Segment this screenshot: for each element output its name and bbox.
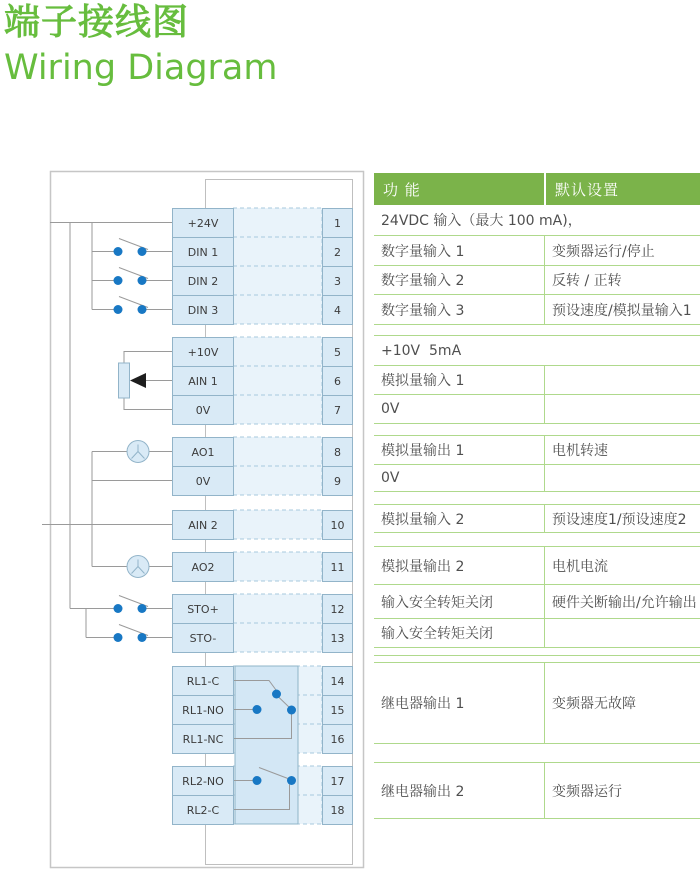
terminal-label: 0V bbox=[172, 466, 234, 496]
ao2-meter-icon bbox=[127, 556, 149, 578]
terminal-number: 12 bbox=[322, 594, 353, 624]
table-row bbox=[374, 763, 700, 819]
terminal-number: 9 bbox=[322, 466, 353, 496]
col-header-function: 功 能 bbox=[383, 180, 421, 199]
terminal-label: DIN 3 bbox=[172, 295, 234, 325]
potentiometer-icon bbox=[119, 363, 147, 398]
function-table bbox=[374, 173, 700, 819]
function-cell: 模拟量输出 2 bbox=[381, 558, 465, 575]
terminal-number: 4 bbox=[322, 295, 353, 325]
table-row bbox=[374, 465, 700, 492]
table-spacer-row bbox=[374, 744, 700, 763]
table-spacer-row bbox=[374, 325, 700, 336]
table-spacer-row bbox=[374, 648, 700, 656]
terminal-label: RL1-C bbox=[172, 666, 234, 696]
ao1-meter-icon bbox=[127, 441, 149, 463]
terminal-number: 5 bbox=[322, 337, 353, 367]
terminal-mid-cell bbox=[233, 337, 322, 366]
terminal-number: 8 bbox=[322, 437, 353, 467]
table-header-row bbox=[374, 173, 700, 205]
table-spacer-row bbox=[374, 656, 700, 663]
table-row bbox=[374, 619, 700, 648]
function-cell: 数字量输入 3 bbox=[381, 302, 465, 319]
terminal-number: 3 bbox=[322, 266, 353, 296]
default-setting-cell: 变频器无故障 bbox=[544, 663, 700, 743]
terminal-label: DIN 2 bbox=[172, 266, 234, 296]
function-cell: 模拟量输出 1 bbox=[381, 443, 465, 459]
default-setting-cell bbox=[544, 366, 700, 394]
function-cell: 继电器输出 2 bbox=[381, 783, 465, 800]
relay-box bbox=[235, 666, 298, 824]
function-cell: 数字量输入 1 bbox=[381, 243, 465, 260]
table-row bbox=[374, 205, 700, 236]
terminal-label: +10V bbox=[172, 337, 234, 367]
terminal-label: 0V bbox=[172, 395, 234, 425]
table-spacer-row bbox=[374, 424, 700, 436]
terminal-number: 6 bbox=[322, 366, 353, 396]
table-row bbox=[374, 366, 700, 395]
function-cell: 24VDC 输入（最大 100 mA)， bbox=[381, 213, 582, 229]
table-row bbox=[374, 436, 700, 465]
terminal-number: 17 bbox=[322, 766, 353, 796]
terminal-label: +24V bbox=[172, 208, 234, 238]
page-title-en: Wiring Diagram bbox=[4, 48, 278, 88]
table-spacer-row bbox=[374, 533, 700, 547]
table-row bbox=[374, 663, 700, 744]
terminal-number: 16 bbox=[322, 724, 353, 754]
table-row bbox=[374, 266, 700, 295]
wiper-arrow bbox=[130, 373, 146, 388]
terminal-label: AO1 bbox=[172, 437, 234, 467]
terminal-label: RL2-NO bbox=[172, 766, 234, 796]
table-row bbox=[374, 295, 700, 325]
terminal-number: 13 bbox=[322, 623, 353, 653]
table-spacer-row bbox=[374, 492, 700, 505]
terminal-mid-cell bbox=[233, 437, 322, 466]
terminal-number: 11 bbox=[322, 552, 353, 582]
terminal-mid-cell bbox=[233, 237, 322, 266]
table-row bbox=[374, 236, 700, 266]
terminal-mid-cell bbox=[233, 208, 322, 237]
function-cell: 模拟量输入 2 bbox=[381, 511, 465, 528]
table-row bbox=[374, 585, 700, 619]
default-setting-cell bbox=[544, 395, 700, 423]
default-setting-cell bbox=[544, 619, 700, 647]
terminal-label: STO- bbox=[172, 623, 234, 653]
terminal-label: RL2-C bbox=[172, 795, 234, 825]
table-body bbox=[374, 205, 700, 819]
table-row bbox=[374, 395, 700, 424]
default-setting-cell: 反转 / 正转 bbox=[544, 266, 700, 294]
terminal-label: AIN 1 bbox=[172, 366, 234, 396]
terminal-mid-cell bbox=[233, 623, 322, 652]
default-setting-cell: 硬件关断输出/允许输出 bbox=[544, 585, 700, 618]
table-row bbox=[374, 336, 700, 366]
terminal-mid-cell bbox=[233, 295, 322, 324]
terminal-number: 7 bbox=[322, 395, 353, 425]
terminal-mid-cell bbox=[233, 366, 322, 395]
table-row bbox=[374, 547, 700, 585]
wire-pot-0v bbox=[124, 398, 172, 410]
terminal-label: DIN 1 bbox=[172, 237, 234, 267]
terminal-label: STO+ bbox=[172, 594, 234, 624]
terminal-number: 15 bbox=[322, 695, 353, 725]
terminal-label: RL1-NC bbox=[172, 724, 234, 754]
table-row bbox=[374, 505, 700, 533]
function-cell: 0V bbox=[381, 470, 400, 486]
wire-10v bbox=[124, 352, 172, 364]
terminal-mid-cell bbox=[233, 266, 322, 295]
terminal-number: 1 bbox=[322, 208, 353, 238]
terminal-number: 10 bbox=[322, 510, 353, 540]
terminal-mid-cell bbox=[233, 510, 322, 539]
terminal-label: RL1-NO bbox=[172, 695, 234, 725]
function-cell: 输入安全转矩关闭 bbox=[381, 626, 493, 642]
col-header-default: 默认设置 bbox=[544, 173, 700, 205]
default-setting-cell: 电机转速 bbox=[544, 436, 700, 464]
terminal-label: AIN 2 bbox=[172, 510, 234, 540]
terminal-number: 2 bbox=[322, 237, 353, 267]
terminal-mid-cell bbox=[233, 395, 322, 424]
terminal-label: AO2 bbox=[172, 552, 234, 582]
function-cell: 0V bbox=[381, 401, 400, 417]
default-setting-cell: 电机电流 bbox=[544, 547, 700, 584]
terminal-mid-cell bbox=[233, 594, 322, 623]
terminal-mid-cell bbox=[233, 552, 322, 581]
function-cell: 数字量输入 2 bbox=[381, 273, 465, 289]
terminal-number: 14 bbox=[322, 666, 353, 696]
default-setting-cell: 变频器运行/停止 bbox=[544, 236, 700, 265]
function-cell: 继电器输出 1 bbox=[381, 696, 465, 712]
terminal-number: 18 bbox=[322, 795, 353, 825]
function-cell: +10V 5mA bbox=[381, 342, 462, 359]
function-cell: 输入安全转矩关闭 bbox=[381, 594, 493, 611]
default-setting-cell: 预设速度1/预设速度2 bbox=[544, 505, 700, 532]
wire-sto-minus bbox=[86, 609, 172, 638]
terminal-mid-cell bbox=[233, 466, 322, 495]
default-setting-cell: 变频器运行 bbox=[544, 763, 700, 818]
function-cell: 模拟量输入 1 bbox=[381, 373, 465, 389]
default-setting-cell: 预设速度/模拟量输入1 bbox=[544, 295, 700, 324]
default-setting-cell bbox=[544, 465, 700, 491]
page-title-cn: 端子接线图 bbox=[4, 2, 190, 43]
